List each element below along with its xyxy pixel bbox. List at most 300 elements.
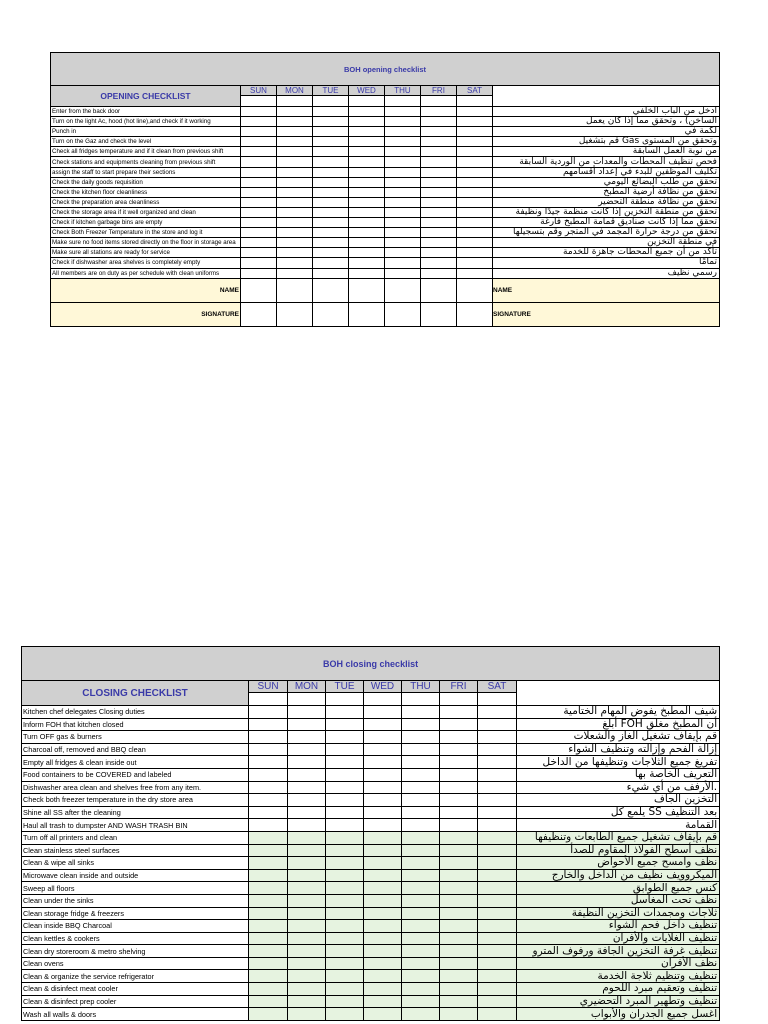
check-cell-sun[interactable] bbox=[249, 781, 288, 794]
check-cell-sat[interactable] bbox=[478, 957, 517, 970]
check-cell-tue[interactable] bbox=[313, 238, 349, 248]
check-cell-sun[interactable] bbox=[241, 187, 277, 197]
check-cell-thu[interactable] bbox=[385, 218, 421, 228]
check-cell-thu[interactable] bbox=[385, 197, 421, 207]
check-cell-wed[interactable] bbox=[364, 731, 402, 744]
check-cell-mon[interactable] bbox=[288, 995, 326, 1008]
check-cell-wed[interactable] bbox=[364, 945, 402, 958]
check-cell-sun[interactable] bbox=[249, 907, 288, 920]
check-cell-thu[interactable] bbox=[402, 882, 440, 895]
check-cell-sun[interactable] bbox=[249, 970, 288, 983]
check-cell-sun[interactable] bbox=[249, 945, 288, 958]
check-cell-tue[interactable] bbox=[326, 945, 364, 958]
check-cell-sun[interactable] bbox=[241, 167, 277, 177]
check-cell-fri[interactable] bbox=[421, 218, 457, 228]
check-cell-thu[interactable] bbox=[385, 147, 421, 157]
check-cell-fri[interactable] bbox=[421, 177, 457, 187]
check-cell-sat[interactable] bbox=[457, 127, 493, 137]
check-cell-mon[interactable] bbox=[288, 983, 326, 996]
check-cell-sun[interactable] bbox=[241, 218, 277, 228]
check-cell-mon[interactable] bbox=[277, 218, 313, 228]
check-cell-sun[interactable] bbox=[241, 147, 277, 157]
check-cell-sun[interactable] bbox=[249, 857, 288, 870]
check-cell-thu[interactable] bbox=[402, 756, 440, 769]
check-cell-sat[interactable] bbox=[478, 794, 517, 807]
check-cell-mon[interactable] bbox=[277, 248, 313, 258]
check-cell-thu[interactable] bbox=[385, 238, 421, 248]
check-cell-tue[interactable] bbox=[313, 137, 349, 147]
check-cell-thu[interactable] bbox=[402, 983, 440, 996]
check-cell-mon[interactable] bbox=[288, 794, 326, 807]
check-cell-mon[interactable] bbox=[288, 945, 326, 958]
check-cell-fri[interactable] bbox=[440, 731, 478, 744]
check-cell-thu[interactable] bbox=[385, 107, 421, 117]
check-cell-sun[interactable] bbox=[249, 995, 288, 1008]
check-cell-wed[interactable] bbox=[349, 127, 385, 137]
check-cell-sat[interactable] bbox=[478, 806, 517, 819]
check-cell-fri[interactable] bbox=[421, 167, 457, 177]
check-cell-sat[interactable] bbox=[478, 1008, 517, 1021]
check-cell-wed[interactable] bbox=[364, 857, 402, 870]
check-cell-wed[interactable] bbox=[364, 983, 402, 996]
check-cell-sat[interactable] bbox=[478, 768, 517, 781]
check-cell-sat[interactable] bbox=[478, 743, 517, 756]
check-cell-fri[interactable] bbox=[421, 107, 457, 117]
check-cell-mon[interactable] bbox=[288, 831, 326, 844]
check-cell-mon[interactable] bbox=[277, 238, 313, 248]
check-cell-wed[interactable] bbox=[364, 957, 402, 970]
signature-cell-thu[interactable] bbox=[385, 302, 421, 326]
check-cell-tue[interactable] bbox=[326, 1008, 364, 1021]
check-cell-sun[interactable] bbox=[249, 819, 288, 832]
check-cell-wed[interactable] bbox=[349, 207, 385, 217]
check-cell-mon[interactable] bbox=[288, 844, 326, 857]
check-cell-fri[interactable] bbox=[440, 819, 478, 832]
check-cell-fri[interactable] bbox=[440, 844, 478, 857]
check-cell-sat[interactable] bbox=[478, 907, 517, 920]
check-cell-fri[interactable] bbox=[421, 197, 457, 207]
check-cell-mon[interactable] bbox=[277, 187, 313, 197]
check-cell-tue[interactable] bbox=[326, 768, 364, 781]
check-cell-wed[interactable] bbox=[349, 248, 385, 258]
check-cell-mon[interactable] bbox=[277, 127, 313, 137]
check-cell-thu[interactable] bbox=[385, 187, 421, 197]
check-cell-wed[interactable] bbox=[364, 1008, 402, 1021]
check-cell-sat[interactable] bbox=[457, 167, 493, 177]
check-cell-sun[interactable] bbox=[249, 806, 288, 819]
check-cell-sun[interactable] bbox=[249, 957, 288, 970]
check-cell-tue[interactable] bbox=[313, 177, 349, 187]
check-cell-thu[interactable] bbox=[385, 177, 421, 187]
name-cell-tue[interactable] bbox=[313, 278, 349, 302]
check-cell-tue[interactable] bbox=[313, 207, 349, 217]
check-cell-tue[interactable] bbox=[326, 718, 364, 731]
check-cell-sun[interactable] bbox=[241, 207, 277, 217]
check-cell-sat[interactable] bbox=[457, 258, 493, 268]
check-cell-tue[interactable] bbox=[313, 167, 349, 177]
check-cell-thu[interactable] bbox=[385, 137, 421, 147]
check-cell-mon[interactable] bbox=[288, 819, 326, 832]
check-cell-tue[interactable] bbox=[326, 970, 364, 983]
check-cell-mon[interactable] bbox=[277, 207, 313, 217]
check-cell-sat[interactable] bbox=[478, 706, 517, 719]
check-cell-wed[interactable] bbox=[349, 167, 385, 177]
check-cell-fri[interactable] bbox=[440, 743, 478, 756]
check-cell-sun[interactable] bbox=[249, 932, 288, 945]
check-cell-wed[interactable] bbox=[349, 147, 385, 157]
signature-cell-fri[interactable] bbox=[421, 302, 457, 326]
check-cell-tue[interactable] bbox=[326, 844, 364, 857]
check-cell-fri[interactable] bbox=[440, 781, 478, 794]
check-cell-wed[interactable] bbox=[349, 157, 385, 167]
check-cell-thu[interactable] bbox=[402, 743, 440, 756]
check-cell-mon[interactable] bbox=[288, 706, 326, 719]
check-cell-tue[interactable] bbox=[326, 894, 364, 907]
check-cell-tue[interactable] bbox=[326, 957, 364, 970]
check-cell-wed[interactable] bbox=[364, 706, 402, 719]
check-cell-wed[interactable] bbox=[364, 869, 402, 882]
check-cell-fri[interactable] bbox=[421, 157, 457, 167]
check-cell-thu[interactable] bbox=[402, 706, 440, 719]
check-cell-sun[interactable] bbox=[249, 768, 288, 781]
check-cell-thu[interactable] bbox=[402, 1008, 440, 1021]
check-cell-sun[interactable] bbox=[241, 197, 277, 207]
check-cell-wed[interactable] bbox=[349, 187, 385, 197]
check-cell-sat[interactable] bbox=[478, 731, 517, 744]
check-cell-sat[interactable] bbox=[478, 857, 517, 870]
check-cell-mon[interactable] bbox=[288, 743, 326, 756]
check-cell-sun[interactable] bbox=[249, 706, 288, 719]
check-cell-wed[interactable] bbox=[364, 920, 402, 933]
check-cell-mon[interactable] bbox=[288, 768, 326, 781]
check-cell-tue[interactable] bbox=[313, 197, 349, 207]
check-cell-fri[interactable] bbox=[440, 907, 478, 920]
signature-cell-mon[interactable] bbox=[277, 302, 313, 326]
check-cell-fri[interactable] bbox=[440, 869, 478, 882]
check-cell-sat[interactable] bbox=[478, 894, 517, 907]
check-cell-tue[interactable] bbox=[326, 995, 364, 1008]
check-cell-mon[interactable] bbox=[288, 882, 326, 895]
signature-cell-wed[interactable] bbox=[349, 302, 385, 326]
check-cell-sat[interactable] bbox=[457, 187, 493, 197]
check-cell-wed[interactable] bbox=[364, 794, 402, 807]
check-cell-fri[interactable] bbox=[440, 1008, 478, 1021]
check-cell-sat[interactable] bbox=[457, 137, 493, 147]
check-cell-tue[interactable] bbox=[326, 831, 364, 844]
check-cell-tue[interactable] bbox=[326, 857, 364, 870]
check-cell-thu[interactable] bbox=[402, 957, 440, 970]
check-cell-fri[interactable] bbox=[440, 970, 478, 983]
check-cell-fri[interactable] bbox=[440, 945, 478, 958]
check-cell-thu[interactable] bbox=[402, 794, 440, 807]
check-cell-thu[interactable] bbox=[385, 258, 421, 268]
check-cell-sat[interactable] bbox=[457, 147, 493, 157]
check-cell-fri[interactable] bbox=[421, 228, 457, 238]
check-cell-sun[interactable] bbox=[241, 268, 277, 278]
check-cell-fri[interactable] bbox=[440, 995, 478, 1008]
check-cell-wed[interactable] bbox=[349, 228, 385, 238]
check-cell-fri[interactable] bbox=[440, 932, 478, 945]
check-cell-sun[interactable] bbox=[249, 731, 288, 744]
check-cell-sun[interactable] bbox=[249, 920, 288, 933]
check-cell-mon[interactable] bbox=[277, 228, 313, 238]
check-cell-wed[interactable] bbox=[349, 238, 385, 248]
check-cell-fri[interactable] bbox=[421, 207, 457, 217]
check-cell-wed[interactable] bbox=[349, 117, 385, 127]
check-cell-wed[interactable] bbox=[349, 137, 385, 147]
check-cell-tue[interactable] bbox=[326, 869, 364, 882]
check-cell-sun[interactable] bbox=[241, 107, 277, 117]
name-cell-fri[interactable] bbox=[421, 278, 457, 302]
check-cell-mon[interactable] bbox=[277, 147, 313, 157]
check-cell-tue[interactable] bbox=[313, 218, 349, 228]
check-cell-thu[interactable] bbox=[402, 781, 440, 794]
check-cell-wed[interactable] bbox=[349, 107, 385, 117]
check-cell-thu[interactable] bbox=[402, 831, 440, 844]
check-cell-mon[interactable] bbox=[288, 756, 326, 769]
check-cell-wed[interactable] bbox=[364, 844, 402, 857]
check-cell-sat[interactable] bbox=[478, 920, 517, 933]
check-cell-mon[interactable] bbox=[277, 117, 313, 127]
name-cell-thu[interactable] bbox=[385, 278, 421, 302]
check-cell-tue[interactable] bbox=[313, 268, 349, 278]
check-cell-sun[interactable] bbox=[249, 718, 288, 731]
check-cell-mon[interactable] bbox=[277, 258, 313, 268]
check-cell-thu[interactable] bbox=[402, 806, 440, 819]
check-cell-fri[interactable] bbox=[421, 127, 457, 137]
check-cell-sat[interactable] bbox=[478, 819, 517, 832]
check-cell-fri[interactable] bbox=[421, 248, 457, 258]
check-cell-wed[interactable] bbox=[349, 177, 385, 187]
check-cell-sun[interactable] bbox=[241, 228, 277, 238]
check-cell-sat[interactable] bbox=[457, 177, 493, 187]
check-cell-thu[interactable] bbox=[385, 127, 421, 137]
check-cell-mon[interactable] bbox=[277, 167, 313, 177]
check-cell-wed[interactable] bbox=[364, 718, 402, 731]
check-cell-fri[interactable] bbox=[440, 806, 478, 819]
check-cell-sun[interactable] bbox=[249, 882, 288, 895]
check-cell-fri[interactable] bbox=[440, 857, 478, 870]
check-cell-sun[interactable] bbox=[249, 743, 288, 756]
check-cell-sun[interactable] bbox=[249, 983, 288, 996]
check-cell-mon[interactable] bbox=[288, 806, 326, 819]
check-cell-fri[interactable] bbox=[421, 258, 457, 268]
check-cell-wed[interactable] bbox=[349, 268, 385, 278]
check-cell-sun[interactable] bbox=[249, 794, 288, 807]
check-cell-thu[interactable] bbox=[402, 932, 440, 945]
check-cell-sat[interactable] bbox=[457, 238, 493, 248]
check-cell-sun[interactable] bbox=[249, 869, 288, 882]
check-cell-sat[interactable] bbox=[478, 831, 517, 844]
check-cell-mon[interactable] bbox=[288, 869, 326, 882]
check-cell-fri[interactable] bbox=[421, 117, 457, 127]
check-cell-tue[interactable] bbox=[326, 756, 364, 769]
check-cell-fri[interactable] bbox=[440, 768, 478, 781]
check-cell-sat[interactable] bbox=[478, 781, 517, 794]
check-cell-tue[interactable] bbox=[326, 932, 364, 945]
check-cell-thu[interactable] bbox=[402, 718, 440, 731]
check-cell-sat[interactable] bbox=[478, 945, 517, 958]
check-cell-wed[interactable] bbox=[349, 218, 385, 228]
check-cell-fri[interactable] bbox=[421, 238, 457, 248]
check-cell-sat[interactable] bbox=[478, 970, 517, 983]
check-cell-thu[interactable] bbox=[402, 907, 440, 920]
check-cell-wed[interactable] bbox=[364, 819, 402, 832]
check-cell-thu[interactable] bbox=[402, 731, 440, 744]
check-cell-tue[interactable] bbox=[313, 147, 349, 157]
check-cell-sat[interactable] bbox=[457, 268, 493, 278]
check-cell-sat[interactable] bbox=[478, 756, 517, 769]
check-cell-sat[interactable] bbox=[457, 218, 493, 228]
check-cell-thu[interactable] bbox=[385, 207, 421, 217]
check-cell-sat[interactable] bbox=[478, 844, 517, 857]
check-cell-thu[interactable] bbox=[385, 167, 421, 177]
check-cell-sat[interactable] bbox=[457, 207, 493, 217]
check-cell-sat[interactable] bbox=[478, 932, 517, 945]
check-cell-wed[interactable] bbox=[349, 197, 385, 207]
check-cell-mon[interactable] bbox=[288, 894, 326, 907]
signature-cell-tue[interactable] bbox=[313, 302, 349, 326]
check-cell-mon[interactable] bbox=[288, 718, 326, 731]
check-cell-wed[interactable] bbox=[364, 894, 402, 907]
check-cell-thu[interactable] bbox=[402, 995, 440, 1008]
check-cell-tue[interactable] bbox=[326, 983, 364, 996]
check-cell-tue[interactable] bbox=[326, 907, 364, 920]
check-cell-fri[interactable] bbox=[440, 831, 478, 844]
check-cell-tue[interactable] bbox=[326, 882, 364, 895]
check-cell-thu[interactable] bbox=[385, 228, 421, 238]
check-cell-tue[interactable] bbox=[326, 706, 364, 719]
check-cell-sun[interactable] bbox=[249, 894, 288, 907]
check-cell-wed[interactable] bbox=[349, 258, 385, 268]
check-cell-sat[interactable] bbox=[457, 197, 493, 207]
check-cell-fri[interactable] bbox=[421, 137, 457, 147]
check-cell-thu[interactable] bbox=[385, 248, 421, 258]
check-cell-sat[interactable] bbox=[457, 107, 493, 117]
check-cell-thu[interactable] bbox=[402, 819, 440, 832]
check-cell-sun[interactable] bbox=[241, 177, 277, 187]
check-cell-wed[interactable] bbox=[364, 932, 402, 945]
check-cell-tue[interactable] bbox=[313, 187, 349, 197]
check-cell-tue[interactable] bbox=[326, 819, 364, 832]
check-cell-sat[interactable] bbox=[457, 248, 493, 258]
check-cell-sun[interactable] bbox=[249, 831, 288, 844]
check-cell-thu[interactable] bbox=[402, 894, 440, 907]
check-cell-wed[interactable] bbox=[364, 781, 402, 794]
check-cell-sat[interactable] bbox=[457, 117, 493, 127]
check-cell-wed[interactable] bbox=[364, 907, 402, 920]
check-cell-sat[interactable] bbox=[478, 869, 517, 882]
check-cell-thu[interactable] bbox=[385, 117, 421, 127]
check-cell-thu[interactable] bbox=[402, 768, 440, 781]
check-cell-mon[interactable] bbox=[277, 177, 313, 187]
signature-cell-sun[interactable] bbox=[241, 302, 277, 326]
check-cell-sun[interactable] bbox=[249, 756, 288, 769]
check-cell-fri[interactable] bbox=[440, 957, 478, 970]
check-cell-fri[interactable] bbox=[421, 187, 457, 197]
check-cell-sun[interactable] bbox=[241, 137, 277, 147]
check-cell-tue[interactable] bbox=[313, 258, 349, 268]
check-cell-mon[interactable] bbox=[277, 107, 313, 117]
check-cell-mon[interactable] bbox=[277, 157, 313, 167]
check-cell-fri[interactable] bbox=[440, 706, 478, 719]
check-cell-wed[interactable] bbox=[364, 995, 402, 1008]
check-cell-sun[interactable] bbox=[241, 117, 277, 127]
check-cell-sat[interactable] bbox=[457, 157, 493, 167]
check-cell-mon[interactable] bbox=[288, 970, 326, 983]
check-cell-thu[interactable] bbox=[385, 268, 421, 278]
check-cell-tue[interactable] bbox=[313, 107, 349, 117]
check-cell-thu[interactable] bbox=[402, 844, 440, 857]
check-cell-sun[interactable] bbox=[241, 248, 277, 258]
check-cell-tue[interactable] bbox=[326, 743, 364, 756]
check-cell-mon[interactable] bbox=[288, 957, 326, 970]
check-cell-sat[interactable] bbox=[478, 983, 517, 996]
check-cell-tue[interactable] bbox=[326, 731, 364, 744]
check-cell-mon[interactable] bbox=[288, 731, 326, 744]
signature-cell-sat[interactable] bbox=[457, 302, 493, 326]
check-cell-sun[interactable] bbox=[241, 238, 277, 248]
check-cell-sat[interactable] bbox=[478, 718, 517, 731]
check-cell-sun[interactable] bbox=[241, 157, 277, 167]
check-cell-tue[interactable] bbox=[313, 117, 349, 127]
check-cell-mon[interactable] bbox=[277, 268, 313, 278]
check-cell-sun[interactable] bbox=[241, 258, 277, 268]
check-cell-wed[interactable] bbox=[364, 831, 402, 844]
check-cell-mon[interactable] bbox=[288, 932, 326, 945]
check-cell-mon[interactable] bbox=[288, 857, 326, 870]
check-cell-mon[interactable] bbox=[288, 781, 326, 794]
check-cell-fri[interactable] bbox=[440, 882, 478, 895]
check-cell-wed[interactable] bbox=[364, 743, 402, 756]
check-cell-mon[interactable] bbox=[288, 907, 326, 920]
check-cell-thu[interactable] bbox=[385, 157, 421, 167]
check-cell-mon[interactable] bbox=[277, 137, 313, 147]
check-cell-tue[interactable] bbox=[313, 127, 349, 137]
check-cell-tue[interactable] bbox=[326, 806, 364, 819]
check-cell-thu[interactable] bbox=[402, 945, 440, 958]
check-cell-wed[interactable] bbox=[364, 970, 402, 983]
check-cell-fri[interactable] bbox=[440, 794, 478, 807]
check-cell-fri[interactable] bbox=[440, 920, 478, 933]
check-cell-fri[interactable] bbox=[440, 756, 478, 769]
name-cell-wed[interactable] bbox=[349, 278, 385, 302]
check-cell-thu[interactable] bbox=[402, 869, 440, 882]
check-cell-mon[interactable] bbox=[288, 1008, 326, 1021]
check-cell-sun[interactable] bbox=[241, 127, 277, 137]
name-cell-sat[interactable] bbox=[457, 278, 493, 302]
check-cell-wed[interactable] bbox=[364, 756, 402, 769]
check-cell-fri[interactable] bbox=[440, 894, 478, 907]
check-cell-wed[interactable] bbox=[364, 806, 402, 819]
check-cell-thu[interactable] bbox=[402, 970, 440, 983]
name-cell-mon[interactable] bbox=[277, 278, 313, 302]
check-cell-tue[interactable] bbox=[313, 228, 349, 238]
check-cell-tue[interactable] bbox=[326, 794, 364, 807]
check-cell-mon[interactable] bbox=[277, 197, 313, 207]
check-cell-fri[interactable] bbox=[421, 147, 457, 157]
check-cell-tue[interactable] bbox=[313, 157, 349, 167]
check-cell-wed[interactable] bbox=[364, 768, 402, 781]
check-cell-tue[interactable] bbox=[326, 920, 364, 933]
check-cell-mon[interactable] bbox=[288, 920, 326, 933]
check-cell-sat[interactable] bbox=[457, 228, 493, 238]
check-cell-sun[interactable] bbox=[249, 844, 288, 857]
check-cell-thu[interactable] bbox=[402, 857, 440, 870]
check-cell-fri[interactable] bbox=[440, 718, 478, 731]
name-cell-sun[interactable] bbox=[241, 278, 277, 302]
check-cell-fri[interactable] bbox=[440, 983, 478, 996]
